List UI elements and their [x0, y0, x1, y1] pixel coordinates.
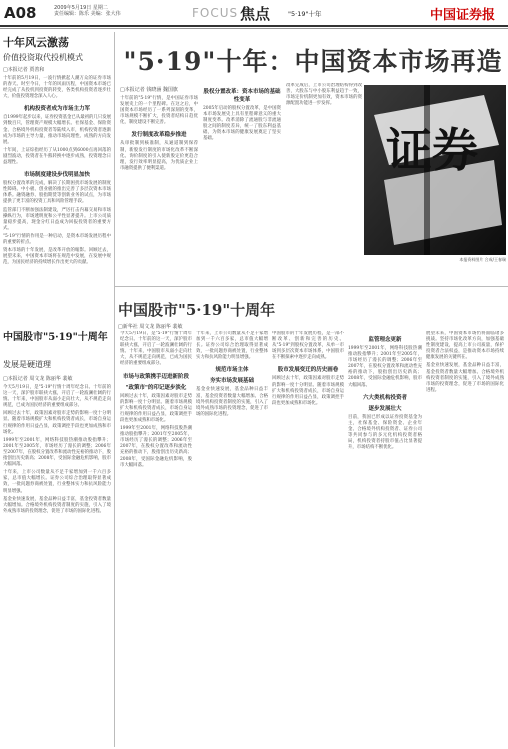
bottom-col-1 [120, 331, 192, 741]
main-sub2: 股权分置改革：资本市场的基础性变革 [203, 89, 281, 103]
left-quote: "5·19"行情的作用是一种启动，是资本市场发展历程中的重要转折点。 [3, 233, 111, 245]
left-p1: 十年前的5月19日，一波行情掀起人潮万众的证券市场的春天。时至今日，十年的风雨历程，中国资本市场已经完成了从投机到投资的转变，各类机构投资者逐步壮大，价值投资理念深入人心。 [3, 76, 111, 100]
bottom-sub1: 市场与政策携手迈进新阶段 [122, 373, 189, 380]
second-left-p1: 今天5月19日，是"5·19"行情十周年纪念日。十年前的这一天，深沪股市联袂大涨，开启了一轮波澜壮阔的行情。十年来，中国股市从弱小走向壮大，从不规范走向规范，已成为国民经济的重要组成部分。 [3, 385, 111, 409]
feature-photo [364, 85, 506, 255]
left-p2: 自1999年起步以来，证券投资基金已从最初的几只发展到数百只，管理资产规模大幅增长。社保基金、保险资金、合格境外机构投资者等陆续入市，机构投资者逐渐成为市场的主导力量，推动市场向理性、成熟的方向发展。 [3, 115, 111, 145]
main-col-3 [286, 83, 362, 283]
second-left-p4: 十年来，上市公司数量从不足千家增加到一千六百多家，总市值大幅增长。证券公司综合治理取得显著成效，一批问题券商被处置，行业整体实力和抗风险能力明显增强。 [3, 470, 111, 494]
left-sub2: 市场制度建设步伐明显加快 [23, 172, 90, 179]
page-header [0, 0, 508, 26]
left-p3: 十年间，上证综指经历了从1000点到6000点再回落的剧烈波动，投资者在牛熊转换中逐步成熟，投资理念日益理性。 [3, 147, 111, 166]
bottom-col-3 [272, 331, 344, 741]
bottom-sub6: 监管理念更新 [368, 337, 402, 343]
focus-cn-label: 焦点 [240, 5, 271, 23]
bottom-sub4: 夯实市场发展基础 [209, 378, 254, 385]
left-article [3, 36, 111, 286]
section-label: "5·19"十年 [288, 10, 322, 18]
main-col-2 [203, 83, 281, 283]
bottom-sub8: 逐步发展壮大 [368, 405, 402, 412]
second-left-byline: □本报记者 周文龙 陈丽华 裴敏 [3, 376, 73, 382]
main-p1: 十年前的"5·19"行情，是中国证券市场发展史上的一个里程碑。在这之后，中国资本市场经历了一系列深刻的变革，市场规模不断扩大，投资者结构日趋优化，制度建设不断完善。 [120, 96, 198, 126]
bottom-col-2 [196, 331, 268, 741]
column-divider [114, 32, 115, 747]
left-byline: □本报记者 贾善和 [3, 67, 45, 73]
header-rule-thin [0, 28, 508, 29]
second-left-p2: 回顾过去十年，政策因素对股市走势的影响一度十分明显。随着市场规模扩大和机构投资者成长，市场自身运行规律的作用日益凸显，政策调控手段也更加成熟和市场化。 [3, 411, 111, 435]
bottom-sub2: "政策市"的印记逐步淡化 [125, 384, 187, 391]
bottom-p5: 中国股市的十年发展历程，是一部不断改革、创新和完善的历史。从"5·19"到股权分置改革，从单一市场到多层次资本市场体系，中国股市在不断探索中逐步走向成熟。 [272, 331, 344, 361]
second-left-col [3, 372, 111, 744]
date-line: 2009年5月19日 星期二 责任编辑：陈乐 美编：张大伟 [54, 5, 121, 17]
bottom-p3: 1999年至2001年，网络科技股热潮推动股指攀升；2001年至2005年，市场经历了漫长的调整；2006年至2007年，在股权分置改革和流动性充裕的推动下，股指创出历史新高；2008年，受国际金融危机影响，股市大幅回落。 [120, 426, 192, 468]
photo-text: 证券 [386, 123, 478, 177]
bottom-p4: 基金业快速发展，基金品种日益丰富，基金投资者数量大幅增加。合格境外机构投资者制度的实施，引入了境外成熟市场的投资理念，促进了市场的国际化进程。 [196, 387, 268, 417]
left-p6: 资本市场的十年发展，是改革开放的缩影。回顾过去，展望未来，中国资本市场将在规范中发展，在发展中规范，为国民经济的持续增长作出更大的贡献。 [3, 248, 111, 266]
left-p5: 监管部门不断加强法制建设，严厉打击内幕交易和市场操纵行为，市场透明度和公平性显著提升。上市公司质量稳步提高，现金分红日益成为回报投资者的重要方式。 [3, 207, 111, 231]
main-col-1 [120, 83, 198, 283]
photo-caption: 本报资料图片 合成/王春瑞 [459, 257, 506, 262]
main-title: "5·19"十年：中国资本市场再造 [123, 47, 503, 76]
bottom-sub3: 规范市场主体 [215, 367, 249, 374]
bottom-p7: 目前，我国已形成以证券投资基金为主，社保基金、保险资金、企业年金、合格境外机构投资者、证券公司等共同参与的多元化机构投资者格局，机构投资者持股市值占比显著提升，市场结构不断优化。 [348, 414, 422, 451]
bottom-col-5 [426, 331, 504, 741]
paper-logo: 中国证券报 [430, 8, 496, 23]
bottom-p9: 基金业快速发展，基金品种日益丰富，基金投资者数量大幅增加。合格境外机构投资者制度的实施，引入了境外成熟市场的投资理念，促进了市场的国际化进程。 [426, 363, 504, 393]
second-left-title: 中国股市"5·19"十周年 [3, 332, 108, 343]
left-subtitle: 价值投资取代投机模式 [3, 53, 83, 62]
section-separator [114, 286, 508, 287]
bottom-p5b: 回顾过去十年，政策因素对股市走势的影响一度十分明显。随着市场规模扩大和机构投资者成长，市场自身运行规律的作用日益凸显，政策调控手段也更加成熟和市场化。 [272, 376, 344, 406]
main-p2: 从审批制到核准制，从通道制到保荐制，新股发行制度的市场化改革不断深化。询价制度的引入使新股定价更趋合理，发行效率明显提高，为优质企业上市融资提供了便利渠道。 [120, 141, 198, 171]
header-rule [0, 25, 508, 27]
bottom-p6: 1999年至2001年，网络科技股热潮推动股指攀升；2001年至2005年，市场经历了漫长的调整；2006年至2007年，在股权分置改革和流动性充裕的推动下，股指创出历史新高；2008年，受国际金融危机影响，股市大幅回落。 [348, 346, 422, 388]
main-p3: 2005年启动的股权分置改革，是中国资本市场发展史上具有里程碑意义的重大制度变革。改革消除了流通股与非流通股之间的制度差异，统一了股东利益基础，为资本市场的健康发展奠定了坚实基础。 [203, 106, 281, 142]
bottom-sub5: 股市发展变迁的历史画卷 [277, 367, 339, 374]
page-number: A08 [4, 4, 37, 22]
bottom-p1: 今天5月19日，是"5·19"行情十周年纪念日。十年前的这一天，深沪股市联袂大涨，开启了一轮波澜壮阔的行情。十年来，中国股市从弱小走向壮大，从不规范走向规范，已成为国民经济的重要组成部分。 [120, 331, 192, 367]
bottom-col-4 [348, 331, 422, 741]
bottom-sub7: 六大类机构投资者 [362, 394, 407, 401]
focus-label: FOCUS [192, 6, 239, 20]
left-title: 十年风云激荡 [3, 36, 69, 49]
second-left-p3: 1999年至2001年，网络科技股热潮推动股指攀升；2001年至2005年，市场经历了漫长的调整；2006年至2007年，在股权分置改革和流动性充裕的推动下，股指创出历史新高；2008年，受国际金融危机影响，股市大幅回落。 [3, 437, 111, 468]
section-byline: □新华社 周文龙 陈丽华 裴敏 [118, 324, 183, 330]
main-p4: 改革完成后，上市公司治理结构得到改善，大股东与中小股东利益趋于一致，市场定价机制更加有效，资本市场的资源配置功能进一步发挥。 [286, 83, 362, 107]
bottom-p2: 回顾过去十年，政策因素对股市走势的影响一度十分明显。随着市场规模扩大和机构投资者成长，市场自身运行规律的作用日益凸显，政策调控手段也更加成熟和市场化。 [120, 393, 192, 423]
left-p4: 股权分置改革的完成，解决了长期困扰市场发展的制度性障碍。中小板、创业板的推出完善了多层次资本市场体系。融资融券、股指期货等创新业务的试点，为市场提供了更丰富的投资工具和风险管理手段。 [3, 181, 111, 205]
bottom-p8: 展望未来，中国资本市场仍将面临诸多挑战。坚持市场化改革方向，加强基础性制度建设，提高上市公司质量，保护投资者合法权益，是推动资本市场持续健康发展的关键所在。 [426, 331, 504, 361]
left-sub1: 机构投资者成为市场主力军 [23, 106, 90, 113]
second-left-subtitle: 发展是硬道理 [3, 360, 51, 369]
main-byline: □本报记者 钱晓涵 魏国旗 [120, 87, 178, 93]
main-sub1: 发行制度改革稳步推进 [131, 132, 187, 139]
bottom-p3b: 十年来，上市公司数量从不足千家增加到一千六百多家，总市值大幅增长。证券公司综合治理取得显著成效，一批问题券商被处置，行业整体实力和抗风险能力明显增强。 [196, 331, 268, 361]
section-title: 中国股市"5·19"十周年 [118, 301, 276, 319]
second-left-p5: 基金业快速发展，基金品种日益丰富，基金投资者数量大幅增加。合格境外机构投资者制度的实施，引入了境外成熟市场的投资理念，促进了市场的国际化进程。 [3, 496, 111, 514]
